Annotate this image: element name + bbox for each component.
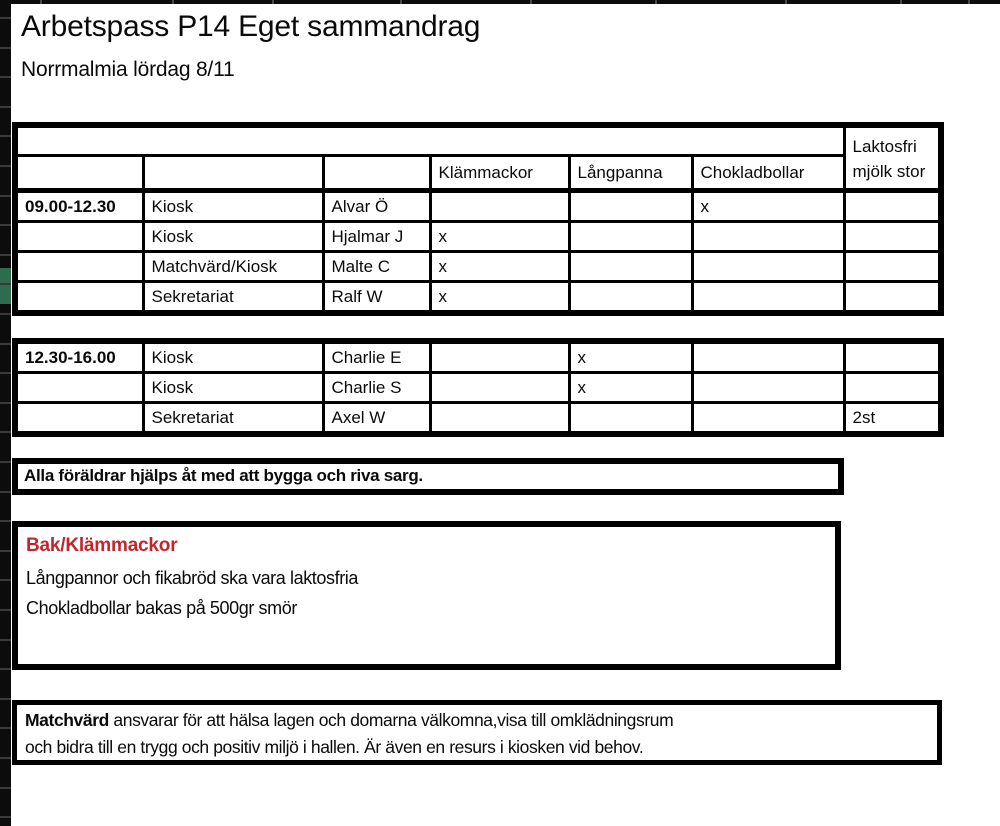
note-sarg-text: Alla föräldrar hjälps åt med att bygga och riva sarg.: [24, 466, 423, 485]
cell-role[interactable]: Kiosk: [143, 341, 323, 373]
cell-langpanna[interactable]: [569, 222, 692, 252]
table-header-row: [15, 156, 941, 191]
cell-langpanna[interactable]: [569, 191, 692, 222]
column-header-chokladbollar[interactable]: Chokladbollar: [692, 156, 844, 191]
cell-laktosfri[interactable]: [844, 282, 941, 314]
cell-time[interactable]: [15, 282, 143, 314]
cell-chokladbollar[interactable]: x: [692, 191, 844, 222]
cell-langpanna[interactable]: [569, 282, 692, 314]
cell-time[interactable]: [15, 222, 143, 252]
column-header-laktosfri[interactable]: Laktosfri mjölk stor: [844, 125, 941, 191]
cell-langpanna[interactable]: [569, 403, 692, 435]
cell-klammackor[interactable]: [430, 373, 569, 403]
note-bak-box[interactable]: [12, 521, 841, 670]
cell-chokladbollar[interactable]: [692, 222, 844, 252]
empty-cell[interactable]: [323, 156, 430, 191]
cell-langpanna[interactable]: [569, 252, 692, 282]
cell-name[interactable]: Ralf W: [323, 282, 430, 314]
table-row: [15, 125, 941, 156]
note-sarg-box[interactable]: [12, 458, 844, 495]
cell-name[interactable]: Hjalmar J: [323, 222, 430, 252]
cell-chokladbollar[interactable]: [692, 341, 844, 373]
shift-table-morning: [12, 122, 944, 316]
empty-cell[interactable]: [15, 156, 143, 191]
table-row: [15, 403, 941, 435]
cell-name[interactable]: Charlie E: [323, 341, 430, 373]
cell-laktosfri[interactable]: [844, 341, 941, 373]
cell-laktosfri[interactable]: 2st: [844, 403, 941, 435]
table-row: [15, 341, 941, 373]
cell-role[interactable]: Matchvärd/Kiosk: [143, 252, 323, 282]
cell-klammackor[interactable]: [430, 403, 569, 435]
column-header-klammackor[interactable]: Klämmackor: [430, 156, 569, 191]
table-row: [15, 282, 941, 314]
cell-time[interactable]: [15, 373, 143, 403]
table-row: [15, 222, 941, 252]
cell-role[interactable]: Kiosk: [143, 191, 323, 222]
cell-klammackor[interactable]: x: [430, 252, 569, 282]
cell-klammackor[interactable]: [430, 191, 569, 222]
page-title: Arbetspass P14 Eget sammandrag: [21, 10, 481, 43]
note-bak-line2: Chokladbollar bakas på 500gr smör: [26, 598, 297, 618]
cell-role[interactable]: Sekretariat: [143, 282, 323, 314]
cell-langpanna[interactable]: x: [569, 373, 692, 403]
note-bak-line1: Långpannor och fikabröd ska vara laktosfria: [26, 568, 359, 588]
shift-table-afternoon: [12, 338, 944, 437]
empty-cell[interactable]: [143, 156, 323, 191]
note-bak-title: Bak/Klämmackor: [26, 535, 178, 556]
cell-time[interactable]: [15, 252, 143, 282]
note-matchvard-line1: Matchvärd ansvarar för att hälsa lagen och domarna välkomna,visa till omklädningsrum: [25, 710, 674, 730]
cell-klammackor[interactable]: x: [430, 222, 569, 252]
cell-role[interactable]: Sekretariat: [143, 403, 323, 435]
cell-role[interactable]: Kiosk: [143, 373, 323, 403]
page-subtitle: Norrmalmia lördag 8/11: [21, 58, 235, 81]
cell-name[interactable]: Alvar Ö: [323, 191, 430, 222]
note-matchvard-line2: och bidra till en trygg och positiv miljö i hallen. Är även en resurs i kiosken vid behov.: [25, 737, 644, 757]
spreadsheet-column-header-strip: [0, 0, 1000, 4]
cell-name[interactable]: Malte C: [323, 252, 430, 282]
cell-laktosfri[interactable]: [844, 222, 941, 252]
cell-chokladbollar[interactable]: [692, 252, 844, 282]
cell-chokladbollar[interactable]: [692, 373, 844, 403]
table-row: [15, 373, 941, 403]
table-row: [15, 191, 941, 222]
empty-cell[interactable]: [15, 125, 844, 156]
cell-klammackor[interactable]: [430, 341, 569, 373]
cell-time[interactable]: [15, 403, 143, 435]
cell-role[interactable]: Kiosk: [143, 222, 323, 252]
cell-langpanna[interactable]: x: [569, 341, 692, 373]
column-header-langpanna[interactable]: Långpanna: [569, 156, 692, 191]
cell-laktosfri[interactable]: [844, 191, 941, 222]
spreadsheet-row-header-strip: [0, 0, 11, 826]
cell-laktosfri[interactable]: [844, 252, 941, 282]
cell-chokladbollar[interactable]: [692, 403, 844, 435]
cell-name[interactable]: Axel W: [323, 403, 430, 435]
cell-name[interactable]: Charlie S: [323, 373, 430, 403]
cell-klammackor[interactable]: x: [430, 282, 569, 314]
cell-time[interactable]: 09.00-12.30: [15, 191, 143, 222]
table-row: [15, 252, 941, 282]
cell-time[interactable]: 12.30-16.00: [15, 341, 143, 373]
cell-laktosfri[interactable]: [844, 373, 941, 403]
note-matchvard-box[interactable]: [12, 700, 942, 765]
selected-row-indicator: [0, 268, 11, 304]
cell-chokladbollar[interactable]: [692, 282, 844, 314]
